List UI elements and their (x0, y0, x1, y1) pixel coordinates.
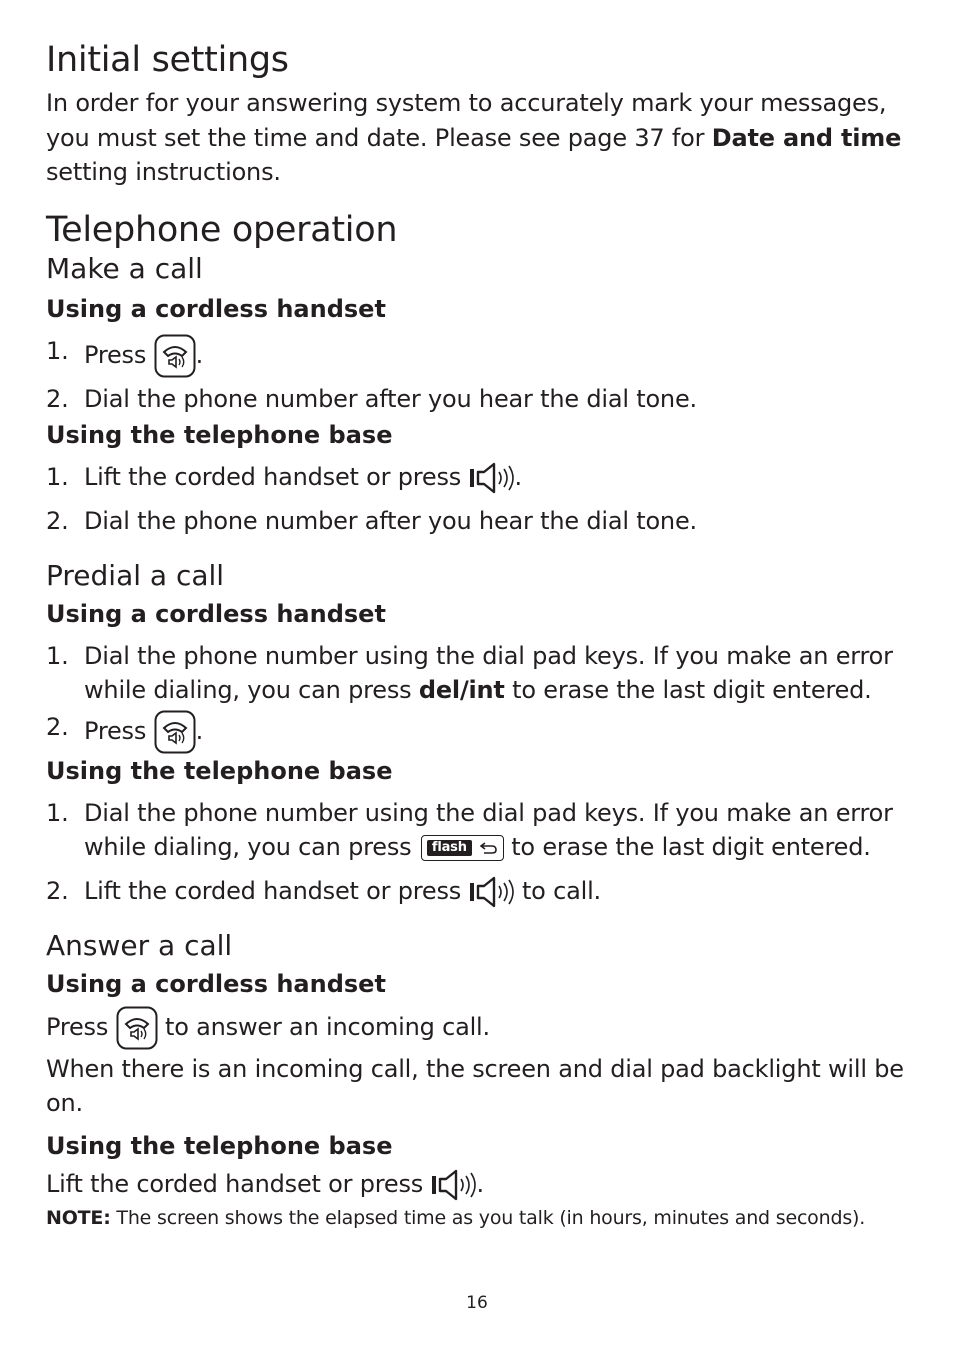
initial-settings-heading: Initial settings (46, 40, 289, 80)
answer-backlight-text: When there is an incoming call, the screen and dial pad backlight will be on. (46, 1054, 904, 1117)
page-number: 16 (466, 1293, 488, 1313)
speakerphone-icon (469, 461, 515, 495)
phone-speaker-key-icon (154, 710, 196, 754)
initial-settings-text: In order for your answering system to accurately mark your messages, you must set the time and date. Please see page 37 for Date and time setting instructions. (46, 89, 902, 186)
make-cordless-step-2: 2. Dial the phone number after you hear the dial tone. (46, 384, 697, 413)
note-text: NOTE: The screen shows the elapsed time as you talk (in hours, minutes and seconds). (46, 1206, 866, 1229)
make-cordless-step-1: 1. Press . (46, 334, 916, 378)
flash-key-icon (421, 835, 504, 861)
speakerphone-icon (431, 1168, 477, 1202)
predial-cordless-step-1: 1. Dial the phone number using the dial pad keys. If you make an error while dialing, you can press del/int to erase the last digit entered. (46, 641, 893, 704)
make-base-step-2: 2. Dial the phone number after you hear the dial tone. (46, 507, 697, 535)
predial-cordless-step-2: 2. Press . (46, 710, 916, 754)
answer-call-heading: Answer a call (46, 928, 233, 962)
make-base-step-1: 1. Lift the corded handset or press . (46, 460, 916, 495)
make-call-heading: Make a call (46, 251, 203, 285)
make-cordless-heading: Using a cordless handset (46, 294, 386, 323)
answer-cordless-text: Press to answer an incoming call. (46, 1006, 916, 1050)
phone-speaker-key-icon (154, 334, 196, 378)
speakerphone-icon (469, 875, 515, 909)
predial-base-step-1: 1. Dial the phone number using the dial pad keys. If you make an error while dialing, you can press flash to erase the last digit entered. (46, 798, 893, 861)
flash-key-label: flash (427, 840, 472, 856)
predial-base-heading: Using the telephone base (46, 756, 393, 785)
phone-speaker-key-icon (116, 1006, 158, 1050)
answer-base-heading: Using the telephone base (46, 1131, 393, 1160)
predial-cordless-heading: Using a cordless handset (46, 599, 386, 628)
telephone-operation-heading: Telephone operation (46, 209, 398, 250)
predial-call-heading: Predial a call (46, 558, 225, 592)
manual-page (46, 36, 916, 1232)
predial-base-step-2: 2. Lift the corded handset or press to call. (46, 874, 916, 909)
answer-base-text: Lift the corded handset or press . (46, 1167, 916, 1202)
back-arrow-icon (480, 841, 498, 855)
answer-cordless-heading: Using a cordless handset (46, 969, 386, 998)
make-base-heading: Using the telephone base (46, 421, 393, 449)
